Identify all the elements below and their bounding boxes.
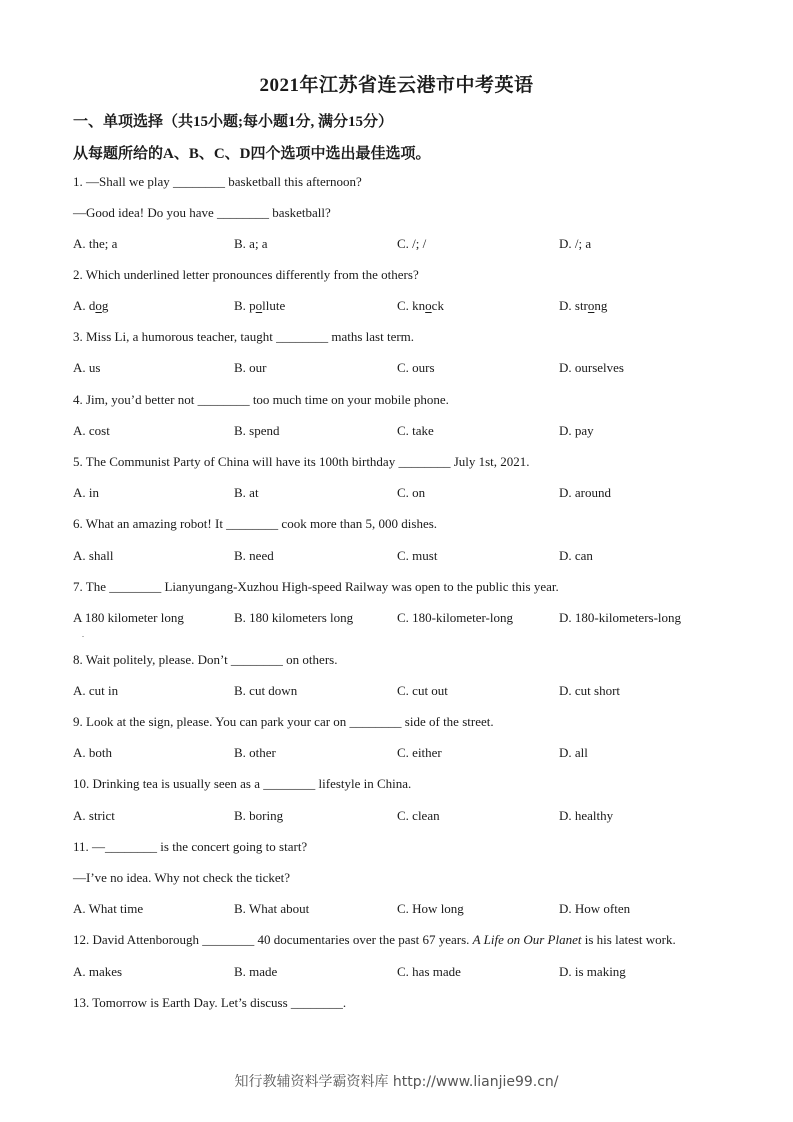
option-b: B. at — [234, 485, 259, 500]
section-heading: 一、单项选择（共15小题;每小题1分, 满分15分） — [73, 114, 393, 130]
book-title: A Life on Our Planet — [472, 932, 582, 947]
question-8-options — [73, 683, 753, 701]
option-a: A. What time — [73, 901, 144, 916]
question-12-options — [73, 964, 753, 982]
question-4-options — [73, 423, 753, 441]
option-d: D. How often — [559, 901, 631, 916]
question-1-options — [73, 236, 753, 254]
option-c: C. take — [397, 423, 434, 438]
option-b: B. cut down — [234, 683, 298, 698]
question-9-stem: 9. Look at the sign, please. You can park your car on ________ side of the street. — [73, 714, 494, 729]
question-10-options — [73, 808, 753, 826]
section-instruction: 从每题所给的A、B、C、D四个选项中选出最佳选项。 — [73, 146, 431, 162]
question-3-options — [73, 360, 753, 378]
option-c: C. knock — [397, 298, 444, 313]
option-d: D. ourselves — [559, 360, 624, 375]
question-13-stem: 13. Tomorrow is Earth Day. Let’s discuss ________. — [73, 995, 347, 1010]
option-c: C. clean — [397, 808, 440, 823]
option-c: C. How long — [397, 901, 464, 916]
question-5-options — [73, 485, 753, 503]
question-5-stem: 5. The Communist Party of China will have its 100th birthday ________ July 1st, 2021. — [73, 454, 530, 469]
question-1-response: —Good idea! Do you have ________ basketball? — [73, 205, 331, 220]
question-2-stem: 2. Which underlined letter pronounces differently from the others? — [73, 267, 419, 282]
option-a: A. both — [73, 745, 112, 760]
question-3-stem: 3. Miss Li, a humorous teacher, taught ________ maths last term. — [73, 329, 415, 344]
question-2-options — [73, 298, 753, 316]
option-b: B. spend — [234, 423, 280, 438]
question-7-options — [73, 610, 753, 628]
question-11-response: —I’ve no idea. Why not check the ticket? — [73, 870, 291, 885]
option-a: A. cost — [73, 423, 110, 438]
option-d: D. /; a — [559, 236, 592, 251]
document-title: 2021年江苏省连云港市中考英语 — [259, 75, 534, 96]
question-11-options — [73, 901, 753, 919]
question-6-options — [73, 548, 753, 566]
stray-period-mark: . — [82, 630, 84, 639]
option-d: D. pay — [559, 423, 594, 438]
question-1-stem: 1. —Shall we play ________ basketball this afternoon? — [73, 174, 362, 189]
option-a: A. makes — [73, 964, 123, 979]
option-b: B. 180 kilometers long — [234, 610, 354, 625]
option-c: C. ours — [397, 360, 435, 375]
option-d: D. strong — [559, 298, 608, 313]
option-a: A. dog — [73, 298, 109, 313]
option-b: B. boring — [234, 808, 284, 823]
option-d: D. all — [559, 745, 588, 760]
option-c: C. must — [397, 548, 438, 563]
question-11-stem: 11. —________ is the concert going to start? — [73, 839, 308, 854]
option-d: D. cut short — [559, 683, 621, 698]
option-a: A. in — [73, 485, 99, 500]
option-d: D. can — [559, 548, 593, 563]
option-c: C. on — [397, 485, 426, 500]
option-b: B. other — [234, 745, 276, 760]
option-d: D. around — [559, 485, 611, 500]
question-8-stem: 8. Wait politely, please. Don’t ________ on others. — [73, 652, 338, 667]
option-c: C. 180-kilometer-long — [397, 610, 513, 625]
option-a: A. strict — [73, 808, 115, 823]
option-b: B. pollute — [234, 298, 286, 313]
option-a: A. shall — [73, 548, 114, 563]
option-c: C. either — [397, 745, 442, 760]
question-10-stem: 10. Drinking tea is usually seen as a ________ lifestyle in China. — [73, 776, 412, 791]
option-b: B. need — [234, 548, 274, 563]
option-b: B. made — [234, 964, 278, 979]
option-d: D. is making — [559, 964, 626, 979]
option-c: C. has made — [397, 964, 461, 979]
option-b: B. What about — [234, 901, 310, 916]
question-4-stem: 4. Jim, you’d better not ________ too much time on your mobile phone. — [73, 392, 449, 407]
option-c: C. /; / — [397, 236, 427, 251]
option-a: A 180 kilometer long — [73, 610, 184, 625]
option-d: D. healthy — [559, 808, 614, 823]
option-a: A. us — [73, 360, 101, 375]
option-b: B. a; a — [234, 236, 268, 251]
footer-watermark: 知行教辅资料学霸资料库 http://www.lianjie99.cn/ — [234, 1074, 559, 1090]
option-d: D. 180-kilometers-long — [559, 610, 682, 625]
option-b: B. our — [234, 360, 267, 375]
option-a: A. the; a — [73, 236, 118, 251]
question-6-stem: 6. What an amazing robot! It ________ cook more than 5, 000 dishes. — [73, 516, 438, 531]
question-9-options — [73, 745, 753, 763]
option-c: C. cut out — [397, 683, 448, 698]
option-a: A. cut in — [73, 683, 119, 698]
question-7-stem: 7. The ________ Lianyungang-Xuzhou High-speed Railway was open to the public this year. — [73, 579, 559, 594]
question-12-stem: 12. David Attenborough ________ 40 documentaries over the past 67 years. A Life on Our Planet is his latest work. — [73, 932, 676, 947]
